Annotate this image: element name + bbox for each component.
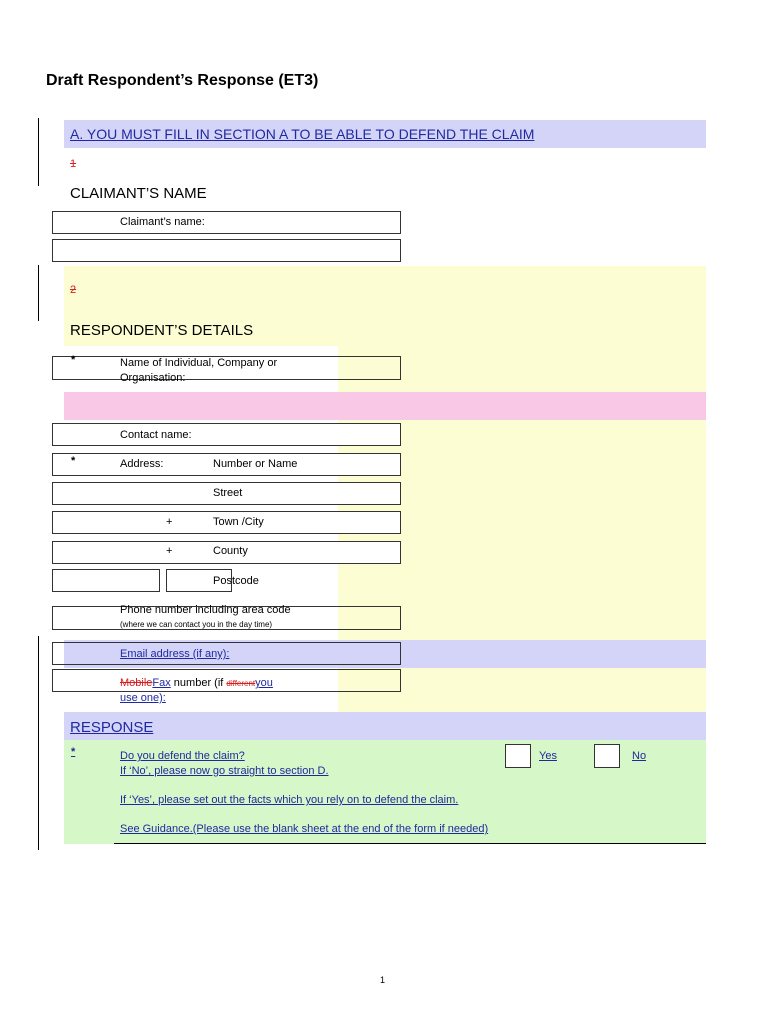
fax-strike-different: different bbox=[226, 679, 256, 688]
respondent-heading: RESPONDENT’S DETAILS bbox=[70, 322, 254, 339]
fax-word: Fax bbox=[152, 677, 171, 689]
page-title: Draft Respondent’s Response (ET3) bbox=[46, 72, 319, 89]
yes-label: Yes bbox=[539, 750, 557, 762]
phone-note: (where we can contact you in the day time) bbox=[120, 620, 273, 629]
yes-checkbox[interactable] bbox=[505, 744, 531, 768]
town-label: Town /City bbox=[213, 516, 264, 528]
claimant-name-input[interactable] bbox=[52, 239, 401, 262]
contact-name-field[interactable] bbox=[52, 423, 401, 446]
respondent-section-number: 2 bbox=[70, 284, 77, 296]
email-label: Email address (if any): bbox=[120, 648, 230, 660]
respondent-name-label-line2: Organisation: bbox=[120, 372, 186, 384]
response-heading: RESPONSE bbox=[70, 719, 154, 736]
fax-label-line1 bbox=[120, 677, 273, 689]
claimant-name-label: Claimant’s name: bbox=[120, 216, 205, 228]
guidance-text: See Guidance.(Please use the blank sheet at the end of the form if needed) bbox=[120, 823, 489, 835]
required-mark: * bbox=[71, 354, 76, 366]
defend-question: Do you defend the claim? bbox=[120, 750, 245, 762]
if-no-text: If ‘No’, please now go straight to section D. bbox=[120, 765, 329, 777]
contact-name-label: Contact name: bbox=[120, 429, 192, 441]
address-required-mark: * bbox=[71, 455, 76, 467]
no-checkbox[interactable] bbox=[594, 744, 620, 768]
fax-you: you bbox=[255, 677, 273, 689]
fax-label-line2: use one): bbox=[120, 692, 166, 704]
if-yes-text: If ‘Yes’, please set out the facts which you rely on to defend the claim. bbox=[120, 794, 459, 806]
number-or-name-label: Number or Name bbox=[213, 458, 298, 470]
change-bar bbox=[38, 636, 39, 850]
page-number: 1 bbox=[380, 975, 386, 985]
change-bar bbox=[38, 265, 39, 321]
no-label: No bbox=[632, 750, 647, 762]
response-banner bbox=[64, 712, 706, 740]
change-bar bbox=[38, 118, 39, 186]
respondent-name-input[interactable] bbox=[64, 392, 706, 420]
claimant-heading: CLAIMANT’S NAME bbox=[70, 185, 207, 202]
claimant-section-number: 1 bbox=[70, 158, 77, 170]
phone-label: Phone number including area code bbox=[120, 604, 291, 616]
respondent-name-label-line1: Name of Individual, Company or bbox=[120, 357, 278, 369]
town-mark: + bbox=[166, 516, 173, 528]
claimant-name-label-box bbox=[52, 211, 401, 234]
street-label: Street bbox=[213, 487, 243, 499]
postcode-field-1[interactable] bbox=[52, 569, 160, 592]
fax-strike-mobile: Mobile bbox=[120, 677, 153, 689]
fax-rest: number (if bbox=[170, 677, 227, 689]
county-label: County bbox=[213, 545, 248, 557]
response-required-mark: * bbox=[71, 746, 76, 758]
section-a-heading: A. YOU MUST FILL IN SECTION A TO BE ABLE TO DEFEND THE CLAIM bbox=[70, 126, 535, 142]
divider bbox=[114, 843, 706, 844]
county-mark: + bbox=[166, 545, 173, 557]
address-label: Address: bbox=[120, 458, 164, 470]
postcode-label: Postcode bbox=[213, 575, 259, 587]
